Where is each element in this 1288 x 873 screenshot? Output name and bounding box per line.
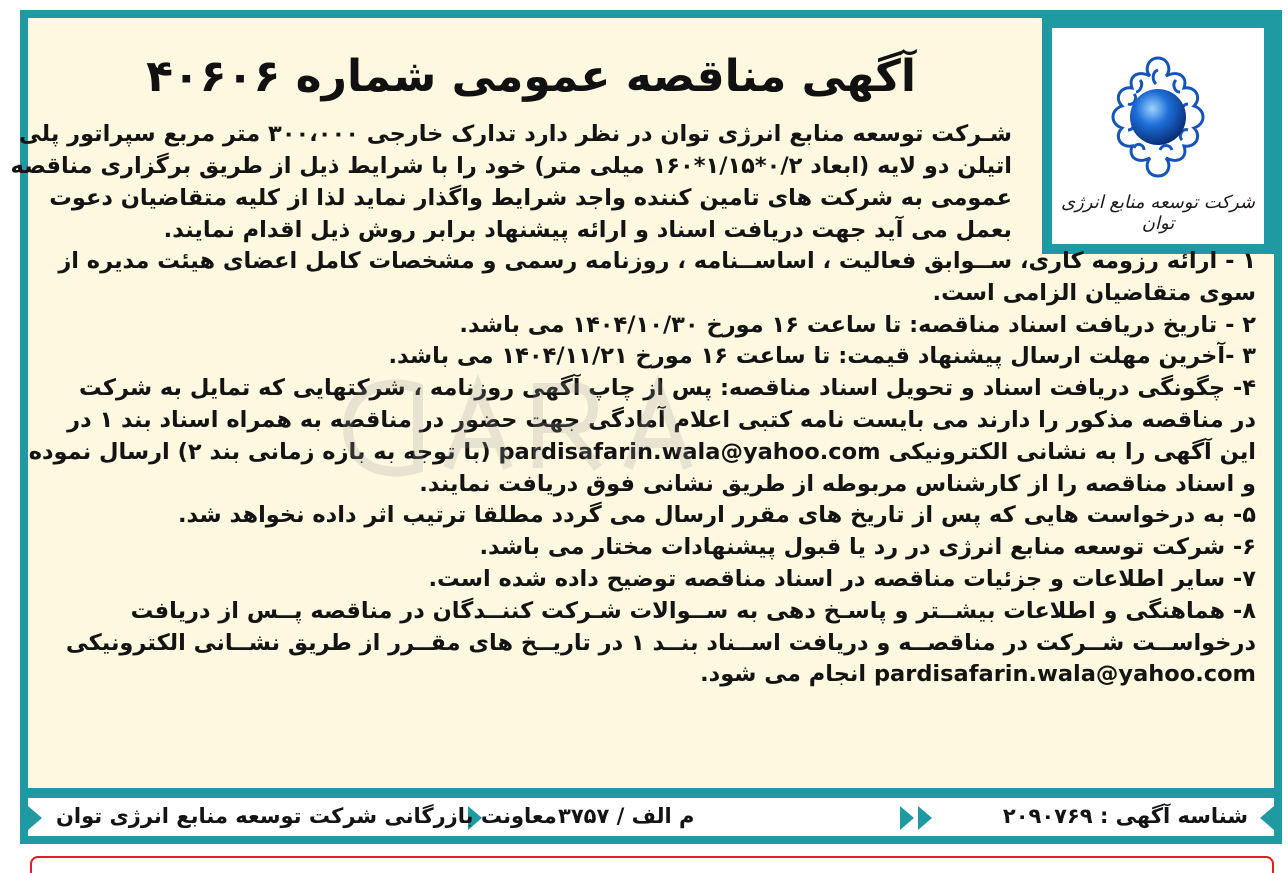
condition-line: و اسناد مناقصه را از کارشناس مربوطه از طریق نشانی فوق دریافت نمایند. [419,470,1256,497]
chevron-right-icon [900,806,914,830]
notice-code: م الف / ۳۷۵۷ [558,804,695,828]
notice-paper [10,18,1274,788]
page-title: آگهی مناقصه عمومی شماره ۴۰۶۰۶ [146,51,916,102]
notice-footer [28,796,1274,836]
chevron-left-icon [1260,806,1274,830]
notice-conditions [28,246,1256,691]
intro-line: عمومی به شرکت های تامین کننده واجد شرایط واگذار نماید لذا از کلیه متقاضیان دعوت [49,185,1012,211]
intro-line: اتیلن دو لایه (ابعاد ۰/۲*۱/۱۵*۱۶۰ میلی متر) خود را با شرایط ذیل از طریق برگزاری مناقصه [10,153,1012,179]
condition-line: ۲ - تاریخ دریافت اسناد مناقصه: تا ساعت ۱۶ مورخ ۱۴۰۴/۱۰/۳۰ می باشد. [459,311,1256,338]
notice-content [10,38,1256,691]
intro-line: بعمل می آید جهت دریافت اسناد و ارائه پیشنهاد برابر روش ذیل اقدام نمایند. [163,217,1012,243]
condition-line: ۶- شرکت توسعه منابع انرژی در رد یا قبول پیشنهادات مختار می باشد. [479,534,1256,561]
condition-line: درخواســت شــرکت در مناقصــه و دریافت اســناد بنــد ۱ در تاریــخ های مقــرر از طریق نشــانی الکترونیکی [65,629,1256,656]
condition-line: ۳ -آخرین مهلت ارسال پیشنهاد قیمت: تا ساعت ۱۶ مورخ ۱۴۰۴/۱۱/۲۱ می باشد. [388,343,1256,370]
logo-caption: شرکت توسعه منابع انرژی توان [1060,192,1256,234]
condition-line: ۷- سایر اطلاعات و جزئیات مناقصه در اسناد مناقصه توضیح داده شده است. [428,565,1256,592]
condition-line: ۴- چگونگی دریافت اسناد و تحویل اسناد مناقصه: پس از چاپ آگهی روزنامه ، شرکتهایی که تمایل به شرکت [79,375,1256,402]
condition-line: pardisafarin.wala@yahoo.com انجام می شود. [700,661,1256,688]
alert-box [30,856,1274,873]
notice-id: شناسه آگهی : ۲۰۹۰۷۶۹ [1002,804,1248,828]
condition-line: ۱ - ارائه رزومه کاری، ســوابق فعالیت ، اساســنامه ، روزنامه رسمی و مشخصات کامل اعضای هیئت مدیره از [58,248,1256,274]
notice-frame [10,10,1282,844]
intro-line: شـرکت توسعه منابع انرژی توان در نظر دارد تدارک خارجی ۳۰۰،۰۰۰ متر مربع سپراتور پلی [18,121,1012,147]
notice-intro [10,118,1256,246]
condition-line: سوی متقاضیان الزامی است. [932,279,1256,306]
condition-line: در مناقصه مذکور را دارند می بایست نامه کتبی اعلام آمادگی جهت حضور در مناقصه به همراه اسناد بند ۱ در [67,406,1256,433]
chevron-right-icon [28,806,42,830]
condition-line: ۸- هماهنگی و اطلاعات بیشــتر و پاسـخ دهی به ســوالات شـرکت کننــدگان در مناقصه پــس از دریافت [130,597,1256,624]
issuing-department: معاونت بازرگانی شرکت توسعه منابع انرژی توان [56,804,557,828]
condition-line: ۵- به درخواست هایی که پس از تاریخ های مقرر ارسال می گردد مطلقا ترتیب اثر داده نخواهد شد. [177,502,1256,529]
chevron-right-icon [918,806,932,830]
condition-line: این آگهی را به نشانی الکترونیکی pardisafarin.wala@yahoo.com (با توجه به بازه زمانی بند ۲) ارسال نموده [28,438,1256,465]
